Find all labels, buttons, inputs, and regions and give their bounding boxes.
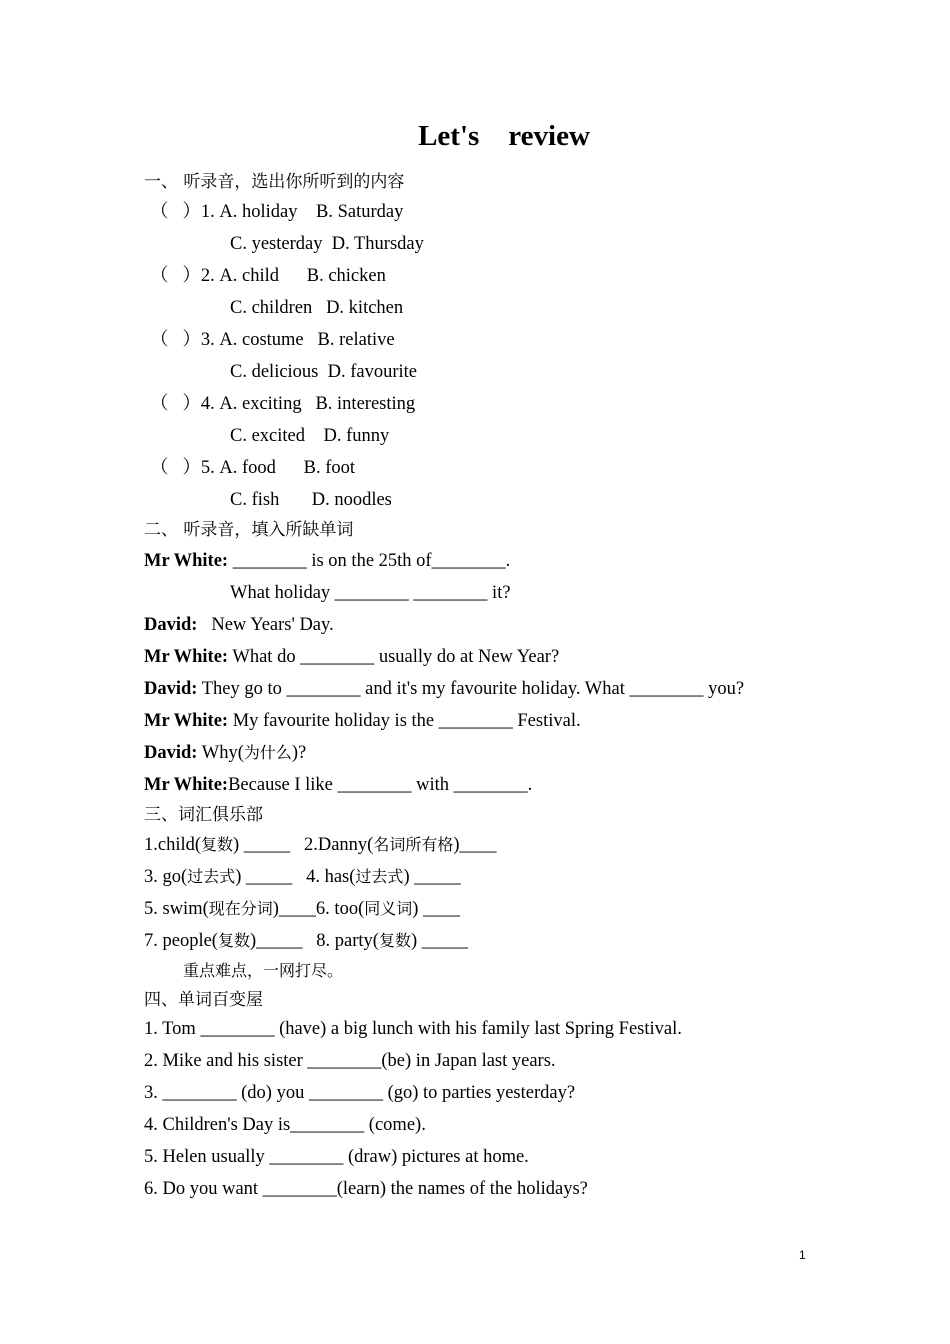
- listening-question-2-options: C. children D. kitchen: [230, 298, 404, 318]
- dialogue-line: [144, 613, 334, 637]
- vocab-text: )_____ 8. party(: [250, 931, 379, 951]
- listening-question-1-options: C. yesterday D. Thursday: [230, 234, 424, 254]
- dialogue-line: [144, 549, 510, 573]
- vocab-text: ) _____ 2.Danny(: [233, 835, 374, 855]
- chinese-gloss: 过去式: [355, 867, 404, 886]
- section-3-note: 重点难点，一网打尽。: [183, 961, 344, 980]
- dialogue-text: )?: [291, 743, 307, 763]
- chinese-gloss: 过去式: [187, 867, 236, 886]
- speaker-label: Mr White:: [144, 775, 229, 795]
- dialogue-line: [144, 741, 306, 765]
- page-number: 1: [799, 1248, 806, 1262]
- word-form-item: 5. Helen usually ________ (draw) pictures at home.: [144, 1147, 529, 1167]
- listening-question-2: （ ）2. A. child B. chicken: [150, 266, 386, 286]
- listening-question-5-options: C. fish D. noodles: [230, 490, 392, 510]
- chinese-gloss: 同义词: [364, 899, 413, 918]
- dialogue-text: Why(: [197, 743, 244, 763]
- listening-question-4-options: C. excited D. funny: [230, 426, 390, 446]
- vocab-text: )____: [453, 835, 497, 855]
- dialogue-line: What holiday ________ ________ it?: [230, 583, 511, 603]
- vocab-text: 5. swim(: [144, 899, 209, 919]
- chinese-gloss: 复数: [378, 931, 411, 950]
- word-form-item: 2. Mike and his sister ________(be) in Japan last years.: [144, 1051, 556, 1071]
- vocab-text: 3. go(: [144, 867, 188, 887]
- section-3-heading: 三、词汇俱乐部: [144, 805, 263, 825]
- speaker-label: Mr White:: [144, 711, 229, 731]
- listening-question-5: （ ）5. A. food B. foot: [150, 458, 356, 478]
- vocab-row: [144, 865, 460, 889]
- vocab-row: [144, 833, 497, 857]
- dialogue-line: [144, 645, 559, 669]
- dialogue-text: New Years' Day.: [197, 615, 334, 635]
- dialogue-text: My favourite holiday is the ________ Festival.: [228, 711, 581, 731]
- page-title: Let's review: [418, 120, 590, 152]
- dialogue-text: ________ is on the 25th of________.: [228, 551, 511, 571]
- word-form-item: 1. Tom ________ (have) a big lunch with his family last Spring Festival.: [144, 1019, 682, 1039]
- vocab-text: )____6. too(: [272, 899, 365, 919]
- vocab-text: ) _____: [410, 931, 469, 951]
- speaker-label: David:: [144, 679, 198, 699]
- speaker-label: David:: [144, 615, 198, 635]
- listening-question-1: （ ）1. A. holiday B. Saturday: [150, 202, 404, 222]
- section-4-heading: 四、单词百变屋: [144, 990, 263, 1010]
- vocab-row: [144, 897, 460, 921]
- section-1-heading: 一、 听录音，选出你所听到的内容: [144, 172, 405, 192]
- vocab-text: ) _____: [403, 867, 461, 887]
- chinese-gloss: 复数: [217, 931, 250, 950]
- word-form-item: 4. Children's Day is________ (come).: [144, 1115, 426, 1135]
- listening-question-3-options: C. delicious D. favourite: [230, 362, 418, 382]
- vocab-text: 7. people(: [144, 931, 218, 951]
- speaker-label: David:: [144, 743, 198, 763]
- dialogue-line: [144, 773, 532, 797]
- chinese-gloss: 现在分词: [208, 899, 273, 918]
- chinese-gloss: 名词所有格: [373, 835, 454, 854]
- dialogue-text: They go to ________ and it's my favourite holiday. What ________ you?: [197, 679, 745, 699]
- vocab-text: ) ____: [412, 899, 461, 919]
- dialogue-text: Because I like ________ with ________.: [228, 775, 533, 795]
- dialogue-text: What do ________ usually do at New Year?: [228, 647, 560, 667]
- speaker-label: Mr White:: [144, 647, 229, 667]
- dialogue-line: [144, 709, 581, 733]
- word-form-item: 3. ________ (do) you ________ (go) to parties yesterday?: [144, 1083, 576, 1103]
- vocab-row: [144, 929, 468, 953]
- listening-question-4: （ ）4. A. exciting B. interesting: [150, 394, 416, 414]
- dialogue-line: [144, 677, 744, 701]
- chinese-gloss: 为什么: [243, 743, 292, 762]
- vocab-text: ) _____ 4. has(: [235, 867, 356, 887]
- listening-question-3: （ ）3. A. costume B. relative: [150, 330, 395, 350]
- section-2-heading: 二、 听录音，填入所缺单词: [144, 520, 354, 540]
- word-form-item: 6. Do you want ________(learn) the names of the holidays?: [144, 1179, 588, 1199]
- chinese-gloss: 复数: [201, 835, 234, 854]
- vocab-text: 1.child(: [144, 835, 202, 855]
- speaker-label: Mr White:: [144, 551, 229, 571]
